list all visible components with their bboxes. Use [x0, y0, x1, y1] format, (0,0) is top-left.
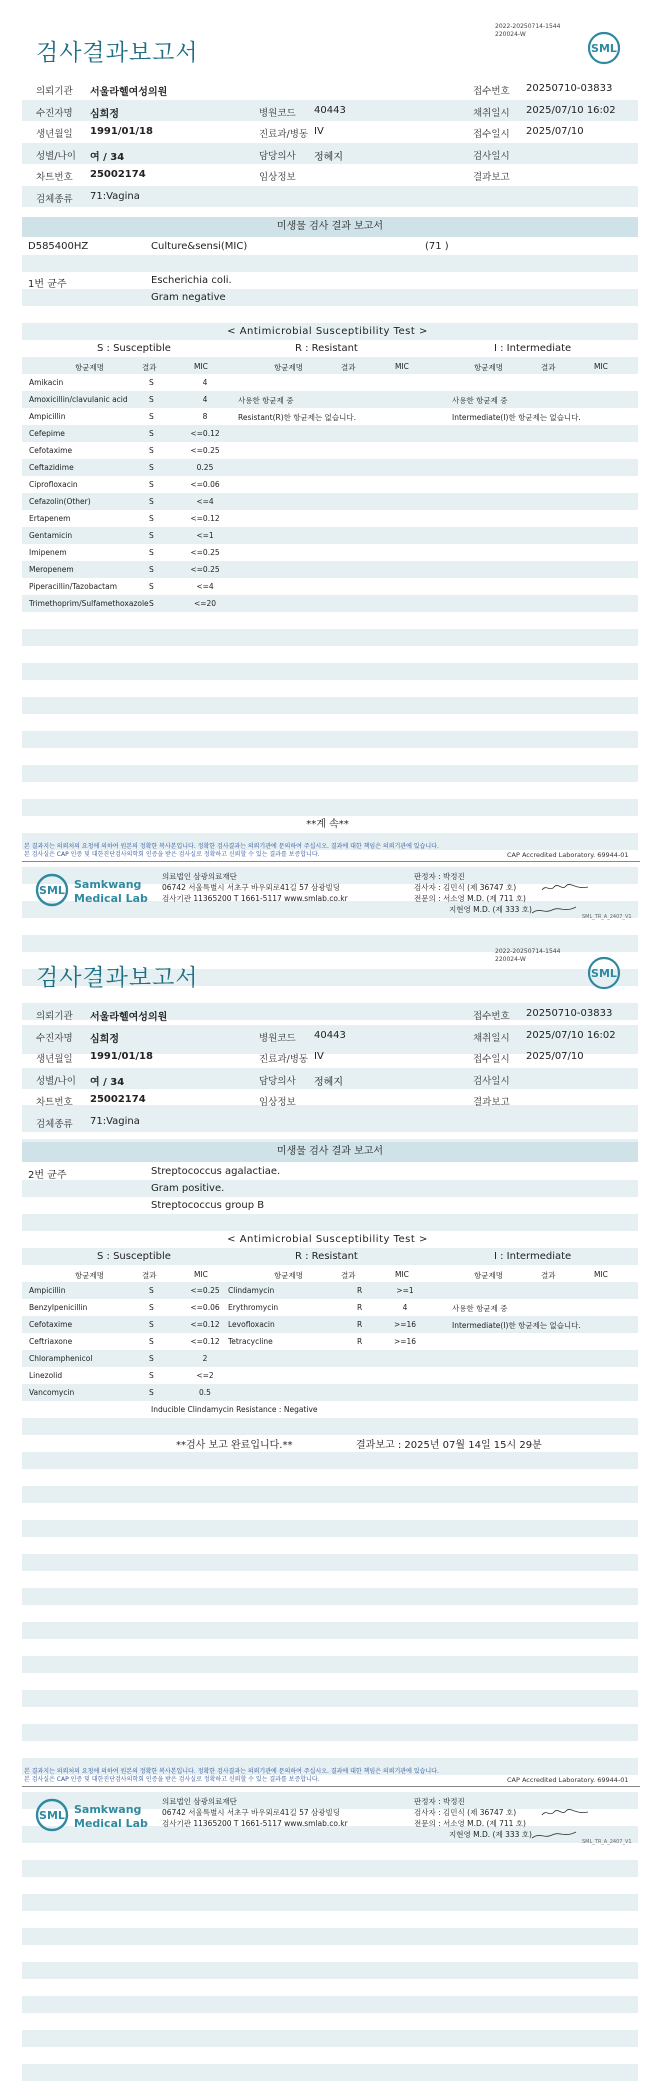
ast-title: < Antimicrobial Susceptibility Test >	[227, 326, 428, 337]
drug-result: S	[149, 531, 154, 540]
patient-value: 심희정	[90, 1033, 119, 1045]
footer-signatures	[414, 871, 532, 915]
col-drug-header: 항균제명	[474, 1271, 503, 1280]
dept-label: 진료과/병동	[259, 1054, 309, 1065]
collected-value: 2025/07/10 16:02	[526, 1029, 616, 1041]
section-title: 미생물 검사 결과 보고서	[22, 217, 638, 237]
drug-name: Ertapenem	[29, 514, 71, 523]
patient-header	[22, 78, 638, 207]
sml-logo-icon	[586, 955, 622, 991]
collected-value: 2025/07/10 16:02	[526, 104, 616, 116]
col-drug-header: 항균제명	[274, 363, 303, 372]
drug-name: Cefotaxime	[29, 446, 73, 455]
drug-result: S	[149, 395, 154, 404]
hospital-label: 의뢰기관	[36, 86, 73, 97]
drug-name: Ceftriaxone	[29, 1337, 73, 1346]
received-label: 접수일시	[473, 1054, 510, 1065]
footer-divider	[22, 861, 640, 862]
signature-icon	[530, 1829, 580, 1841]
chart-label: 차트번호	[36, 1097, 73, 1108]
lab-name-line-2: Medical Lab	[74, 892, 148, 905]
report-time: 결과보고 : 2025년 07월 14일 15시 29분	[356, 1440, 542, 1451]
col-drug-header: 항균제명	[274, 1271, 303, 1280]
drug-mic: 0.25	[196, 463, 214, 472]
drug-name: Amoxicillin/clavulanic acid	[29, 395, 128, 404]
drug-mic: <=0.06	[190, 1303, 220, 1312]
hosp-code-value: 40443	[314, 104, 346, 116]
drug-name: Ciprofloxacin	[29, 480, 78, 489]
signature-icon	[540, 1807, 590, 1819]
signer-tester: 검사자 : 김민식 (제 36747 호)	[414, 883, 517, 892]
signer-specialist-2: 지현영 M.D. (제 333 호)	[449, 1830, 532, 1839]
signer-specialist-1: 전문의 : 서소영 M.D. (제 711 호)	[414, 1819, 526, 1828]
drug-name: Gentamicin	[29, 531, 73, 540]
dob-value: 1991/01/18	[90, 1051, 153, 1062]
patient-label: 수진자명	[36, 107, 73, 119]
col-mic-header: MIC	[395, 362, 409, 371]
test-specimen-code: (71 )	[425, 241, 449, 252]
signer-judge: 판정자 : 박정진	[414, 1797, 465, 1806]
lab-foundation: 의료법인 삼광의료재단	[162, 1797, 237, 1806]
document-code-line-1: 2022-20250714-1544	[495, 948, 561, 955]
drug-mic: >=1	[396, 1286, 414, 1295]
footer-disclaimer	[24, 1768, 439, 1784]
signer-judge: 판정자 : 박정진	[414, 872, 465, 881]
reported-label: 결과보고	[473, 1097, 510, 1108]
chart-value: 25002174	[90, 169, 146, 180]
drug-name: Cefotaxime	[29, 1320, 73, 1329]
drug-mic: <=0.12	[190, 514, 220, 523]
footer-note-1: 본 결과지는 의뢰처의 요청에 의하여 원본의 정확한 복사본입니다. 정확한 검사결과는 의뢰기관에 문의하여 주십시오. 결과에 대한 책임은 의뢰기관에 있습니다.	[24, 843, 439, 850]
drug-mic: 4	[202, 378, 208, 387]
footer-signatures	[414, 1796, 532, 1840]
footer-divider	[22, 1786, 640, 1787]
report-page-1	[0, 0, 655, 925]
logo-text: SML	[591, 42, 617, 55]
patient-label: 수진자명	[36, 1032, 73, 1044]
form-version: SML_TR_A_2407_V1	[582, 1839, 632, 1845]
col-mic-header: MIC	[594, 1270, 608, 1279]
col-result-header: 결과	[341, 1271, 356, 1280]
samkwang-logo-icon	[34, 1795, 154, 1835]
col-drug-header: 항균제명	[75, 363, 104, 372]
drug-result: S	[149, 1371, 154, 1380]
drug-mic: <=0.25	[190, 1286, 220, 1295]
hospital-value: 서울라헬여성의원	[90, 1012, 168, 1023]
dob-label: 생년월일	[36, 1054, 73, 1065]
drug-name: Cefepime	[29, 429, 65, 438]
clinical-label: 임상정보	[259, 1097, 296, 1108]
samkwang-logo-icon	[34, 870, 154, 910]
sex-age-label: 성별/나이	[36, 1075, 76, 1087]
isolate-label: 1번 균주	[28, 279, 67, 290]
drug-result: S	[149, 1286, 154, 1295]
drug-mic: 4	[402, 1303, 408, 1312]
lab-address: 06742 서울특별시 서초구 바우뫼로41길 57 삼광빌딩	[162, 883, 341, 892]
hospital-label: 의뢰기관	[36, 1011, 73, 1022]
hosp-code-label: 병원코드	[259, 107, 296, 119]
resistant-legend: R : Resistant	[295, 1251, 358, 1262]
drug-result: R	[357, 1286, 363, 1295]
drug-result: S	[149, 429, 154, 438]
report-page-2	[0, 925, 655, 1850]
drug-name: Levofloxacin	[228, 1320, 275, 1329]
drug-mic: >=16	[393, 1337, 417, 1346]
footer-note-2: 본 검사실은 CAP 인증 및 대한진단검사의학회 인증을 받은 검사실로 정확하고 신뢰할 수 있는 결과를 보증합니다.	[24, 1776, 320, 1783]
lab-name-line-1: Samkwang	[74, 1803, 142, 1816]
intermediate-legend: I : Intermediate	[494, 1251, 572, 1262]
dept-label: 진료과/병동	[259, 129, 309, 140]
result-bands	[22, 1163, 638, 2098]
recommended-label: 사용한 항균제 중	[238, 396, 294, 405]
patient-header	[22, 1003, 638, 1132]
susceptible-legend: S : Susceptible	[97, 1251, 171, 1262]
report-complete: **검사 보고 완료입니다.**	[176, 1440, 293, 1451]
resistant-note: Resistant(R)한 항균제는 없습니다.	[238, 413, 357, 422]
recommended-label: 사용한 항균제 중	[452, 1304, 508, 1313]
document-code	[495, 948, 560, 964]
susceptible-legend: S : Susceptible	[97, 343, 171, 354]
section-title: 미생물 검사 결과 보고서	[22, 1142, 638, 1162]
specimen-value: 71:Vagina	[90, 1115, 140, 1127]
drug-name: Chloramphenicol	[29, 1354, 93, 1363]
drug-result: S	[149, 1303, 154, 1312]
reported-label: 결과보고	[473, 172, 510, 183]
document-code-line-2: 220024-W	[495, 956, 526, 963]
resistant-legend: R : Resistant	[295, 343, 358, 354]
drug-name: Meropenem	[29, 565, 74, 574]
chart-label: 차트번호	[36, 172, 73, 183]
drug-result: S	[149, 548, 154, 557]
drug-mic: 8	[202, 412, 208, 421]
signature-icon	[530, 904, 580, 916]
drug-result: R	[357, 1337, 363, 1346]
collected-label: 채취일시	[473, 1032, 510, 1044]
footer-disclaimer	[24, 843, 439, 859]
intermediate-note: Intermediate(I)한 항균제는 없습니다.	[452, 413, 581, 422]
recommended-label: 사용한 항균제 중	[452, 396, 508, 405]
drug-mic: <=0.12	[190, 1320, 220, 1329]
drug-mic: <=0.06	[190, 480, 220, 489]
received-value: 2025/07/10	[526, 126, 584, 137]
doctor-value: 정혜지	[314, 1076, 343, 1088]
drug-name: Ampicillin	[29, 1286, 66, 1295]
test-code: D585400HZ	[28, 241, 89, 252]
drug-name: Cefazolin(Other)	[29, 497, 91, 506]
hosp-code-value: 40443	[314, 1029, 346, 1041]
received-value: 2025/07/10	[526, 1051, 584, 1062]
col-mic-header: MIC	[194, 362, 208, 371]
drug-mic: <=1	[196, 531, 214, 540]
col-mic-header: MIC	[594, 362, 608, 371]
intermediate-note: Intermediate(I)한 항균제는 없습니다.	[452, 1321, 581, 1330]
logo-text: SML	[591, 967, 617, 980]
drug-name: Linezolid	[29, 1371, 63, 1380]
drug-name: Imipenem	[29, 548, 67, 557]
drug-mic: <=20	[193, 599, 217, 608]
drug-name: Benzylpenicillin	[29, 1303, 88, 1312]
lab-address: 06742 서울특별시 서초구 바우뫼로41길 57 삼광빌딩	[162, 1808, 341, 1817]
drug-result: S	[149, 565, 154, 574]
col-drug-header: 항균제명	[75, 1271, 104, 1280]
drug-mic: <=0.12	[190, 429, 220, 438]
signer-tester: 검사자 : 김민식 (제 36747 호)	[414, 1808, 517, 1817]
drug-name: Ampicillin	[29, 412, 66, 421]
document-code	[495, 23, 560, 39]
drug-name: Ceftazidime	[29, 463, 74, 472]
footer-address	[162, 1796, 348, 1829]
drug-result: S	[149, 497, 154, 506]
sex-age-value: 여 / 34	[90, 1076, 125, 1088]
signer-specialist-2: 지현영 M.D. (제 333 호)	[449, 905, 532, 914]
receipt-no-value: 20250710-03833	[526, 83, 613, 94]
strep-group: Streptococcus group B	[151, 1200, 265, 1211]
drug-name: Amikacin	[29, 378, 64, 387]
signer-specialist-1: 전문의 : 서소영 M.D. (제 711 호)	[414, 894, 526, 903]
drug-mic: 0.5	[199, 1388, 211, 1397]
drug-result: S	[149, 1354, 154, 1363]
continued-text: **계 속**	[306, 819, 349, 830]
receipt-no-label: 접수번호	[473, 86, 510, 97]
drug-result: S	[149, 463, 154, 472]
specimen-label: 검체종류	[36, 1118, 73, 1130]
drug-result: S	[149, 1337, 154, 1346]
lab-contact: 검사기관 11365200 T 1661-5117 www.smlab.co.kr	[162, 1819, 348, 1828]
chart-value: 25002174	[90, 1094, 146, 1105]
drug-name: Trimethoprim/Sulfamethoxazole	[29, 599, 149, 608]
clinical-label: 임상정보	[259, 172, 296, 183]
drug-result: S	[149, 1388, 154, 1397]
drug-result: R	[357, 1303, 363, 1312]
dept-value: IV	[314, 1051, 324, 1062]
doctor-label: 담당의사	[259, 1075, 296, 1087]
col-result-header: 결과	[142, 363, 157, 372]
drug-mic: <=0.12	[190, 1337, 220, 1346]
drug-mic: 4	[202, 395, 208, 404]
page-title: 검사결과보고서	[36, 40, 199, 66]
sex-age-value: 여 / 34	[90, 151, 125, 163]
drug-name: Erythromycin	[228, 1303, 279, 1312]
icr-result: Inducible Clindamycin Resistance : Negative	[151, 1405, 318, 1414]
tested-label: 검사일시	[473, 1075, 510, 1087]
drug-mic: 2	[202, 1354, 208, 1363]
doctor-label: 담당의사	[259, 150, 296, 162]
received-label: 접수일시	[473, 129, 510, 140]
hosp-code-label: 병원코드	[259, 1032, 296, 1044]
lab-name-line-1: Samkwang	[74, 878, 142, 891]
col-drug-header: 항균제명	[474, 363, 503, 372]
form-version: SML_TR_A_2407_V1	[582, 914, 632, 920]
drug-result: S	[149, 514, 154, 523]
drug-name: Piperacillin/Tazobactam	[29, 582, 118, 591]
intermediate-legend: I : Intermediate	[494, 343, 572, 354]
tested-label: 검사일시	[473, 150, 510, 162]
drug-name: Vancomycin	[29, 1388, 75, 1397]
dob-value: 1991/01/18	[90, 126, 153, 137]
doctor-value: 정혜지	[314, 151, 343, 163]
document-code-line-1: 2022-20250714-1544	[495, 23, 561, 30]
specimen-label: 검체종류	[36, 193, 73, 205]
footer-address	[162, 871, 348, 904]
drug-mic: >=16	[393, 1320, 417, 1329]
page-title: 검사결과보고서	[36, 965, 199, 991]
sml-logo-icon	[586, 30, 622, 66]
col-mic-header: MIC	[395, 1270, 409, 1279]
footer-note-1: 본 결과지는 의뢰처의 요청에 의하여 원본의 정확한 복사본입니다. 정확한 검사결과는 의뢰기관에 문의하여 주십시오. 결과에 대한 책임은 의뢰기관에 있습니다.	[24, 1768, 439, 1775]
signature-icon	[540, 882, 590, 894]
test-name: Culture&sensi(MIC)	[151, 241, 248, 252]
lab-foundation: 의료법인 삼광의료재단	[162, 872, 237, 881]
col-result-header: 결과	[541, 1271, 556, 1280]
drug-result: S	[149, 412, 154, 421]
drug-mic: <=4	[196, 497, 214, 506]
footer-note-2: 본 검사실은 CAP 인증 및 대한진단검사의학회 인증을 받은 검사실로 정확하고 신뢰할 수 있는 결과를 보증합니다.	[24, 851, 320, 858]
drug-result: S	[149, 599, 154, 608]
dob-label: 생년월일	[36, 129, 73, 140]
drug-result: S	[149, 480, 154, 489]
collected-label: 채취일시	[473, 107, 510, 119]
logo-text: SML	[39, 1809, 65, 1822]
gram-stain: Gram positive.	[151, 1183, 225, 1194]
document-code-line-2: 220024-W	[495, 31, 526, 38]
sex-age-label: 성별/나이	[36, 150, 76, 162]
organism-name: Escherichia coli.	[151, 275, 232, 286]
lab-contact: 검사기관 11365200 T 1661-5117 www.smlab.co.kr	[162, 894, 348, 903]
ast-title: < Antimicrobial Susceptibility Test >	[227, 1234, 428, 1245]
drug-mic: <=0.25	[190, 548, 220, 557]
drug-name: Clindamycin	[228, 1286, 275, 1295]
lab-name-line-2: Medical Lab	[74, 1817, 148, 1830]
col-result-header: 결과	[341, 363, 356, 372]
dept-value: IV	[314, 126, 324, 137]
drug-result: R	[357, 1320, 363, 1329]
drug-name: Tetracycline	[228, 1337, 273, 1346]
drug-mic: <=4	[196, 582, 214, 591]
cap-accreditation: CAP Accredited Laboratory. 69944-01	[507, 851, 629, 859]
col-result-header: 결과	[541, 363, 556, 372]
receipt-no-value: 20250710-03833	[526, 1008, 613, 1019]
col-mic-header: MIC	[194, 1270, 208, 1279]
gram-stain: Gram negative	[151, 292, 226, 303]
drug-mic: <=2	[196, 1371, 214, 1380]
drug-result: S	[149, 446, 154, 455]
isolate-label: 2번 균주	[28, 1170, 67, 1181]
drug-result: S	[149, 1320, 154, 1329]
drug-result: S	[149, 582, 154, 591]
drug-mic: <=0.25	[190, 446, 220, 455]
organism-name: Streptococcus agalactiae.	[151, 1166, 281, 1177]
cap-accreditation: CAP Accredited Laboratory. 69944-01	[507, 1776, 629, 1784]
specimen-value: 71:Vagina	[90, 190, 140, 202]
drug-mic: <=0.25	[190, 565, 220, 574]
receipt-no-label: 접수번호	[473, 1011, 510, 1022]
drug-result: S	[149, 378, 154, 387]
col-result-header: 결과	[142, 1271, 157, 1280]
logo-text: SML	[39, 884, 65, 897]
hospital-value: 서울라헬여성의원	[90, 87, 168, 98]
patient-value: 심희정	[90, 108, 119, 120]
